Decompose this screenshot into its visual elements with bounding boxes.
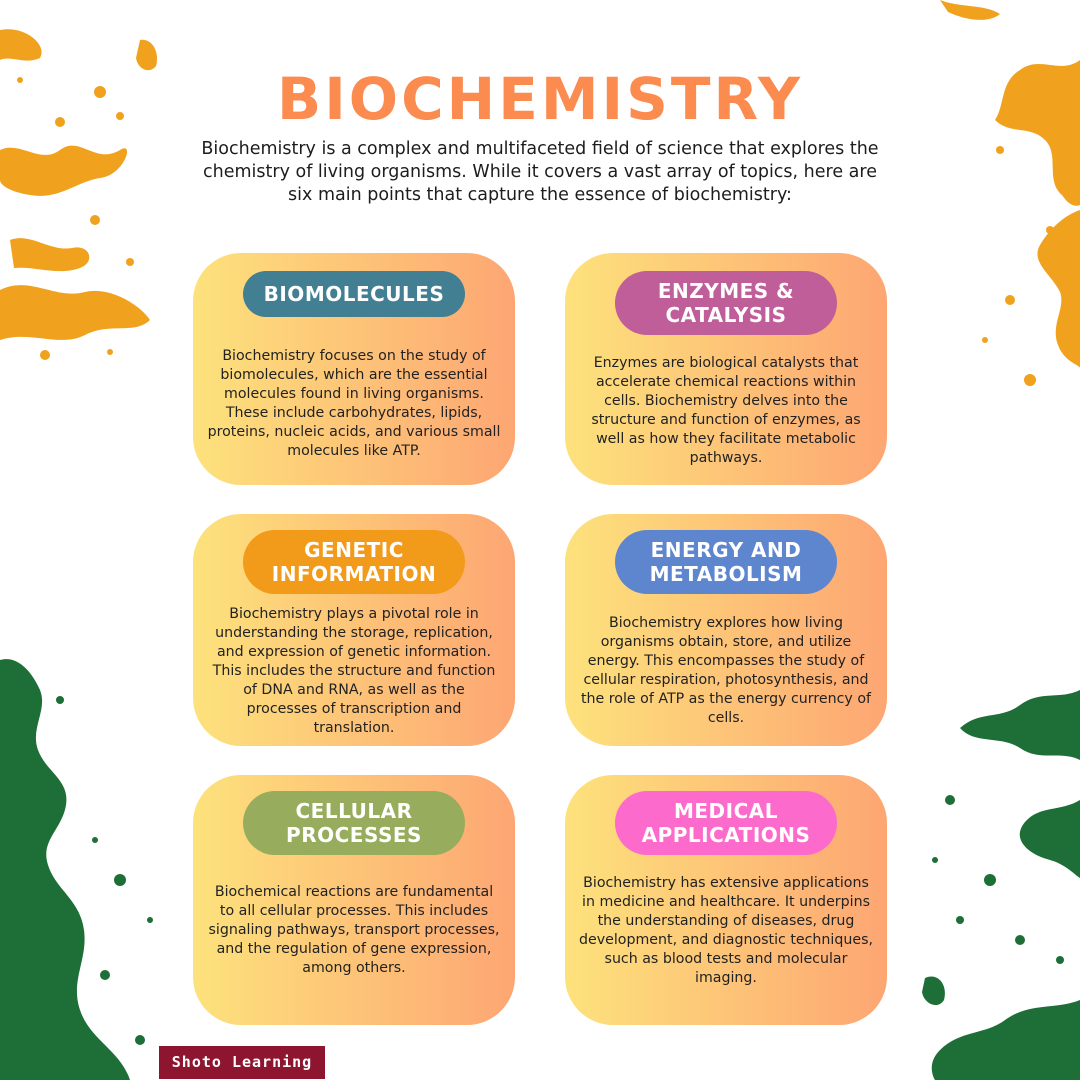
card-heading: MEDICAL APPLICATIONS [641, 799, 811, 847]
card-enzymes-catalysis [565, 253, 887, 485]
card-heading-pill [243, 271, 465, 317]
brand-label: Shoto Learning [159, 1046, 325, 1079]
card-genetic-information [193, 514, 515, 746]
card-body-text: Biochemistry explores how living organisms obtain, store, and utilize energy. This encompasses the study of cellular respiration, photosynthesis, and the role of ATP as the energy currency of cells. [580, 615, 872, 726]
card-heading-pill [615, 271, 837, 335]
orange-splatter-top-right [940, 0, 1080, 386]
card-cellular-processes [193, 775, 515, 1025]
card-heading-pill [243, 791, 465, 855]
card-heading-pill [243, 530, 465, 594]
page-title: BIOCHEMISTRY [277, 65, 803, 133]
card-body-text: Biochemistry plays a pivotal role in understanding the storage, replication, and expression of genetic information. This includes the structure and function of DNA and RNA, as well as the processes of transcription and translation. [212, 606, 496, 736]
card-heading: ENZYMES & CATALYSIS [657, 279, 795, 327]
card-energy-metabolism [565, 514, 887, 746]
green-splatter-bottom-right [922, 690, 1080, 1080]
card-heading-pill [615, 530, 837, 594]
card-heading: CELLULAR PROCESSES [286, 799, 422, 847]
card-body-text: Biochemistry focuses on the study of biomolecules, which are the essential molecules found in living organisms. These include carbohydrates, lipids, proteins, nucleic acids, and various small molecules like ATP. [207, 348, 501, 459]
card-biomolecules [193, 253, 515, 485]
card-heading: GENETIC INFORMATION [271, 538, 437, 586]
card-medical-applications [565, 775, 887, 1025]
card-heading: ENERGY AND METABOLISM [649, 538, 803, 586]
card-heading: BIOMOLECULES [263, 282, 445, 306]
card-body-text: Biochemistry has extensive applications in medicine and healthcare. It underpins the understanding of diseases, drug development, and diagnostic techniques, such as blood tests and molecular imaging. [579, 875, 873, 986]
card-body-text: Biochemical reactions are fundamental to all cellular processes. This includes signaling pathways, transport processes, and the regulation of gene expression, among others. [208, 884, 500, 976]
card-heading-pill [615, 791, 837, 855]
card-body-text: Enzymes are biological catalysts that accelerate chemical reactions within cells. Biochemistry delves into the structure and function of enzymes, as well as how they facilitate metabolic pathways. [591, 355, 861, 466]
intro-paragraph: Biochemistry is a complex and multifaceted field of science that explores the chemistry of living organisms. While it covers a vast array of topics, here are six main points that capture the essence of biochemistry: [201, 139, 879, 205]
green-splatter-bottom-left [0, 659, 153, 1080]
